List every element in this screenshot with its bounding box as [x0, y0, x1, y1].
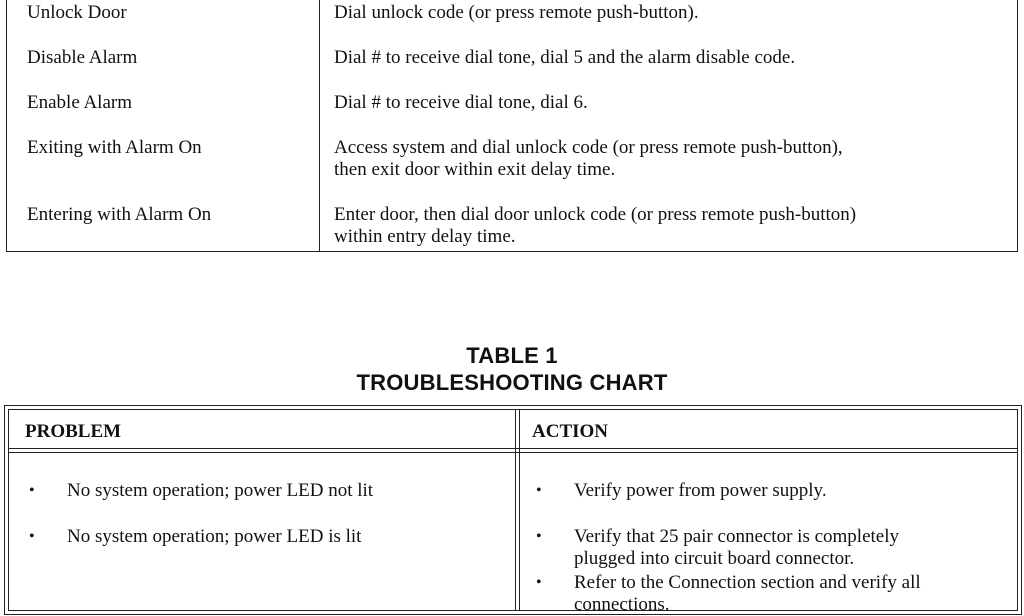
bullet-icon: •: [536, 574, 542, 591]
problem-text: No system operation; power LED not lit: [67, 480, 374, 501]
bullet-icon: •: [536, 528, 542, 545]
operation-label: Disable Alarm: [27, 47, 138, 68]
operation-description: Dial # to receive dial tone, dial 5 and the alarm disable code.: [334, 47, 796, 68]
operation-description: Dial # to receive dial tone, dial 6.: [334, 92, 588, 113]
operations-table: [6, 0, 1018, 252]
troubleshooting-table: [4, 405, 1022, 615]
column-divider: [519, 410, 520, 610]
table-inner-border: [8, 409, 1018, 615]
action-header: ACTION: [532, 421, 609, 442]
problem-header: PROBLEM: [25, 421, 122, 442]
bullet-icon: •: [29, 528, 35, 545]
bullet-icon: •: [536, 482, 542, 499]
action-text: Refer to the Connection section and verify all connections.: [574, 572, 921, 615]
operation-description: Enter door, then dial door unlock code (or press remote push-button) within entry delay time.: [334, 204, 857, 247]
operation-label: Enable Alarm: [27, 92, 132, 113]
column-divider: [319, 0, 320, 251]
operation-description: Dial unlock code (or press remote push-button).: [334, 2, 699, 23]
operation-label: Unlock Door: [27, 2, 127, 23]
column-divider: [515, 410, 516, 610]
bullet-icon: •: [29, 482, 35, 499]
action-text: Verify that 25 pair connector is completely plugged into circuit board connector.: [574, 526, 900, 569]
header-divider: [9, 452, 1017, 453]
table-number: TABLE 1: [466, 343, 558, 368]
header-divider: [9, 448, 1017, 449]
table-title: TROUBLESHOOTING CHART: [356, 370, 668, 395]
operation-label: Entering with Alarm On: [27, 204, 212, 225]
action-text: Verify power from power supply.: [574, 480, 827, 501]
operation-description: Access system and dial unlock code (or press remote push-button), then exit door within exit delay time.: [334, 137, 843, 180]
operation-label: Exiting with Alarm On: [27, 137, 202, 158]
problem-text: No system operation; power LED is lit: [67, 526, 362, 547]
